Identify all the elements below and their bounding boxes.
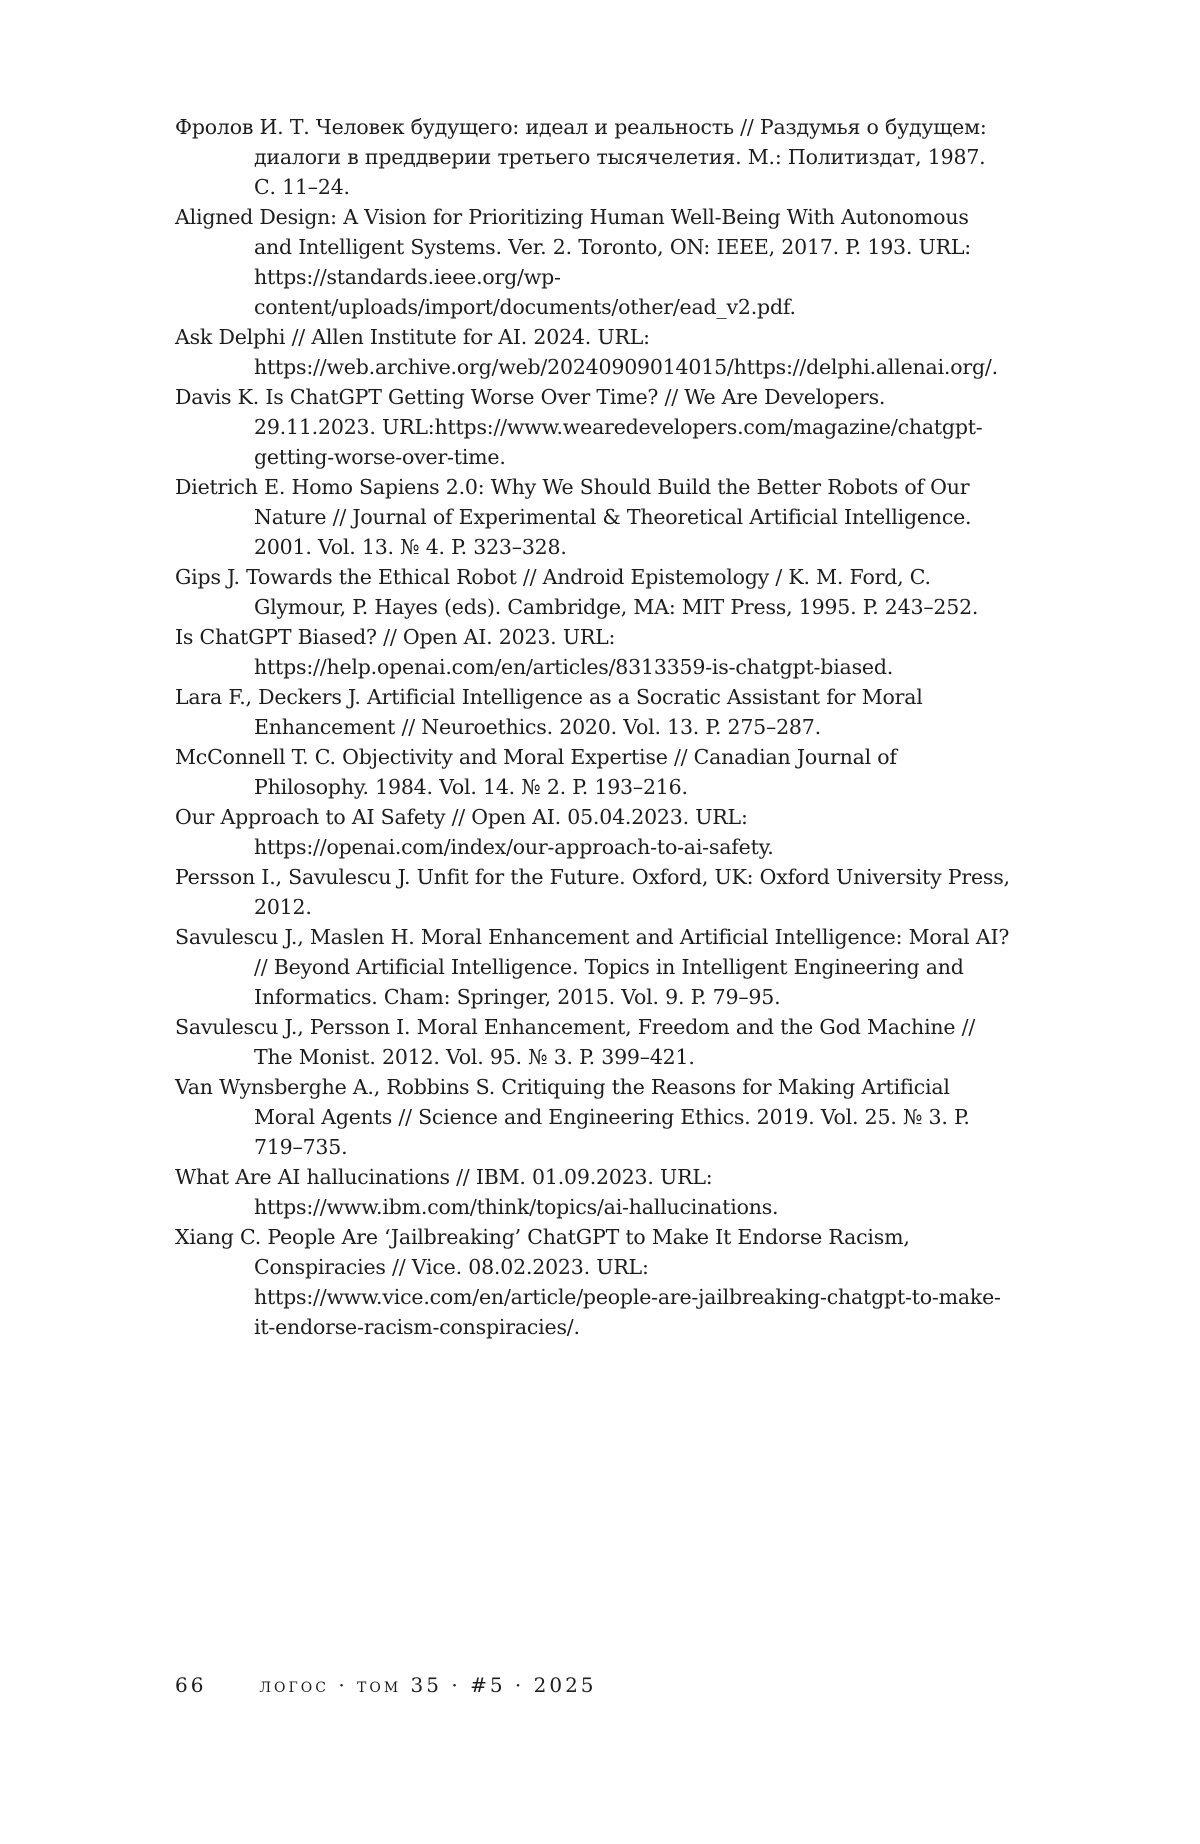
reference-item: Davis K. Is ChatGPT Getting Worse Over Time? // We Are Developers. 29.11.2023. URL:https://www.wearedevelopers.com/magazine/chatgpt-getting-worse-over-time. [175,385,983,469]
reference-item: Our Approach to AI Safety // Open AI. 05.04.2023. URL: https://openai.com/index/our-approach-to-ai-safety. [175,805,774,859]
page-number: 66 [175,1673,207,1697]
reference-item: McConnell T. C. Objectivity and Moral Expertise // Canadian Journal of Philosophy. 1984. Vol. 14. № 2. P. 193–216. [175,745,897,799]
page-footer [175,1670,597,1700]
reference-item: Aligned Design: A Vision for Prioritizing Human Well-Being With Autonomous and Intelligent Systems. Ver. 2. Toronto, ON: IEEE, 2017. P. 193. URL: https://standards.ieee.org/wp-content/uploads/import/documents/other/ead_v2.pdf. [175,205,971,319]
reference-item: Dietrich E. Homo Sapiens 2.0: Why We Should Build the Better Robots of Our Nature // Journal of Experimental & Theoretical Artificial Intelligence. 2001. Vol. 13. № 4. P. 323–328. [175,475,972,559]
reference-item: Xiang C. People Are ‘Jailbreaking’ ChatGPT to Make It Endorse Racism, Conspiracies // Vice. 08.02.2023. URL: https://www.vice.com/en/article/people-are-jailbreaking-chatgpt-to-make-it-endorse-racism-conspiracies/. [175,1225,1001,1339]
reference-item: Is ChatGPT Biased? // Open AI. 2023. URL: https://help.openai.com/en/articles/8313359-is-chatgpt-biased. [175,625,894,679]
reference-item: Persson I., Savulescu J. Unfit for the Future. Oxford, UK: Oxford University Press, 2012. [175,865,1010,919]
reference-item: Van Wynsberghe A., Robbins S. Critiquing the Reasons for Making Artificial Moral Agents // Science and Engineering Ethics. 2019. Vol. 25. № 3. P. 719–735. [175,1075,970,1159]
journal-running-head: логос · том 35 · #5 · 2025 [259,1673,597,1697]
reference-item: Savulescu J., Maslen H. Moral Enhancement and Artificial Intelligence: Moral AI? // Beyond Artificial Intelligence. Topics in Intelligent Engineering and Informatics. Cham: Springer, 2015. Vol. 9. P. 79–95. [175,925,1010,1009]
reference-item: Lara F., Deckers J. Artificial Intelligence as a Socratic Assistant for Moral Enhancement // Neuroethics. 2020. Vol. 13. P. 275–287. [175,685,923,739]
reference-item: Savulescu J., Persson I. Moral Enhancement, Freedom and the God Machine // The Monist. 2012. Vol. 95. № 3. P. 399–421. [175,1015,976,1069]
reference-item: What Are AI hallucinations // IBM. 01.09.2023. URL: https://www.ibm.com/think/topics/ai-hallucinations. [175,1165,779,1219]
reference-item: Фролов И. Т. Человек будущего: идеал и реальность // Раздумья о будущем: диалоги в преддверии третьего тысячелетия. М.: Политиздат, 1987. С. 11–24. [175,115,987,199]
reference-list [175,112,1010,1342]
reference-item: Gips J. Towards the Ethical Robot // Android Epistemology / K. M. Ford, C. Glymour, P. Hayes (eds). Cambridge, MA: MIT Press, 1995. P. 243–252. [175,565,979,619]
reference-item: Ask Delphi // Allen Institute for AI. 2024. URL: https://web.archive.org/web/20240909014015/https://delphi.allenai.org/. [175,325,998,379]
